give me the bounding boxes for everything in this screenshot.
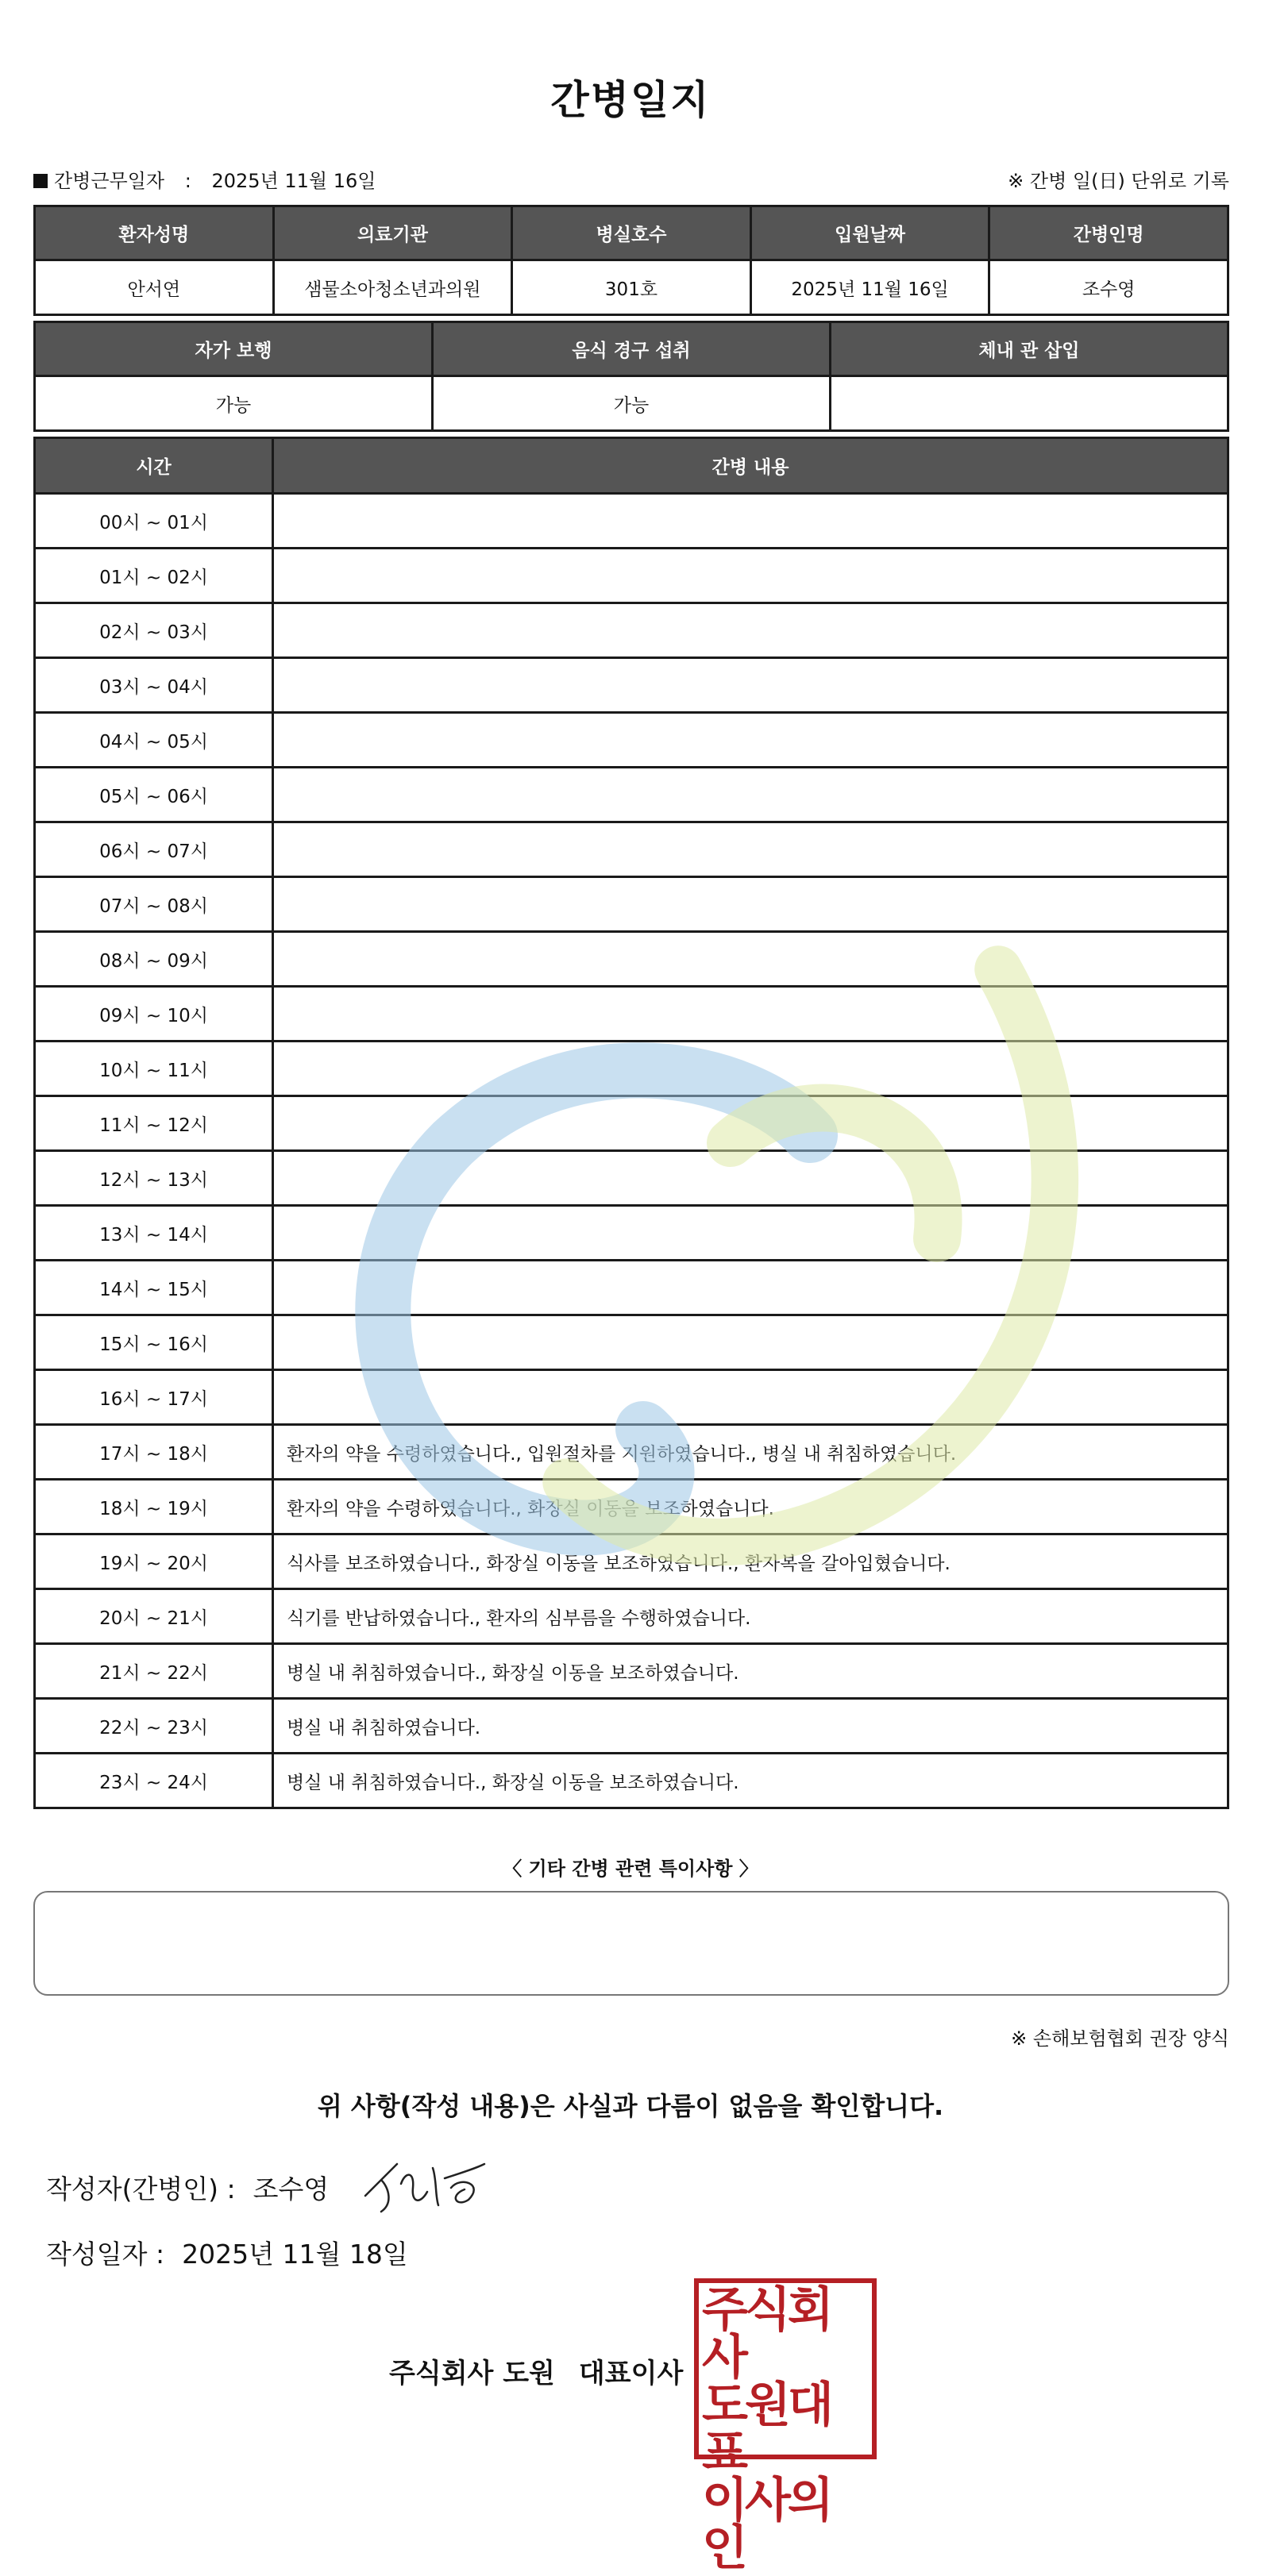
record-unit-note: ※ 간병 일(日) 단위로 기록 (1008, 170, 1229, 192)
caregiver-name: 조수영 (989, 260, 1228, 315)
seal-line: 주식회사 (702, 2282, 831, 2385)
time-slot: 11시 ~ 12시 (35, 1096, 273, 1151)
time-slot: 16시 ~ 17시 (35, 1370, 273, 1425)
time-slot: 22시 ~ 23시 (35, 1699, 273, 1754)
seal-line: 도원대표 (702, 2378, 831, 2481)
work-date-line (33, 165, 376, 193)
hospital-name: 샘물소아청소년과의원 (273, 260, 512, 315)
header-time: 시간 (35, 438, 273, 494)
table-row (35, 1261, 1228, 1315)
time-slot: 06시 ~ 07시 (35, 822, 273, 877)
care-content-cell[interactable] (273, 1261, 1228, 1315)
care-content-cell[interactable]: 환자의 약을 수령하였습니다., 화장실 이동을 보조하였습니다. (273, 1480, 1228, 1534)
table-row (35, 1206, 1228, 1261)
care-log-table (33, 437, 1229, 1809)
remarks-title: 〈 기타 간병 관련 특이사항 〉 (503, 1858, 758, 1880)
time-slot: 08시 ~ 09시 (35, 932, 273, 987)
time-slot: 07시 ~ 08시 (35, 877, 273, 932)
header-room-number: 병실호수 (512, 206, 751, 260)
table-row (35, 932, 1228, 987)
header-caregiver-name: 간병인명 (989, 206, 1228, 260)
care-content-cell[interactable]: 병실 내 취침하였습니다. (273, 1699, 1228, 1754)
time-slot: 20시 ~ 21시 (35, 1589, 273, 1644)
handwritten-signature (357, 2148, 492, 2220)
header-tube-insertion: 체내 관 삽입 (830, 322, 1228, 376)
header-hospital: 의료기관 (273, 206, 512, 260)
time-slot: 12시 ~ 13시 (35, 1151, 273, 1206)
table-row (35, 1480, 1228, 1534)
table-row (35, 1096, 1228, 1151)
table-row (35, 549, 1228, 603)
patient-info-table (33, 205, 1229, 316)
work-date-value: 2025년 11월 16일 (211, 170, 376, 192)
header-care-content: 간병 내용 (273, 438, 1228, 494)
care-content-cell[interactable] (273, 1315, 1228, 1370)
table-row (35, 1589, 1228, 1644)
care-content-cell[interactable] (273, 549, 1228, 603)
care-content-cell[interactable]: 환자의 약을 수령하였습니다., 입원절차를 지원하였습니다., 병실 내 취침하였습니다. (273, 1425, 1228, 1480)
care-content-cell[interactable] (273, 603, 1228, 658)
company-signature-line (389, 2351, 683, 2390)
oral-intake-value: 가능 (432, 376, 830, 431)
company-name: 주식회사 도원 (389, 2358, 555, 2389)
writer-label: 작성자(간병인) : (46, 2174, 236, 2204)
care-content-cell[interactable] (273, 658, 1228, 713)
time-slot: 10시 ~ 11시 (35, 1042, 273, 1096)
writer-line (46, 2169, 329, 2206)
table-row (35, 1644, 1228, 1699)
time-slot: 04시 ~ 05시 (35, 713, 273, 768)
time-slot: 03시 ~ 04시 (35, 658, 273, 713)
written-date-value: 2025년 11월 18일 (182, 2239, 408, 2270)
confirmation-statement: 위 사항(작성 내용)은 사실과 다름이 없음을 확인합니다. (317, 2091, 944, 2121)
time-slot: 21시 ~ 22시 (35, 1644, 273, 1699)
header-patient-name: 환자성명 (35, 206, 274, 260)
room-number: 301호 (512, 260, 751, 315)
header-self-walking: 자가 보행 (35, 322, 433, 376)
page-title: 간병일지 (550, 77, 711, 123)
care-content-cell[interactable] (273, 877, 1228, 932)
time-slot: 00시 ~ 01시 (35, 494, 273, 549)
care-content-cell[interactable]: 병실 내 취침하였습니다., 화장실 이동을 보조하였습니다. (273, 1754, 1228, 1808)
time-slot: 14시 ~ 15시 (35, 1261, 273, 1315)
writer-name: 조수영 (253, 2174, 330, 2204)
table-row (35, 658, 1228, 713)
table-row (35, 768, 1228, 822)
care-content-cell[interactable] (273, 987, 1228, 1042)
patient-name: 안서연 (35, 260, 274, 315)
table-row (35, 1534, 1228, 1589)
care-content-cell[interactable] (273, 1042, 1228, 1096)
header-admission-date: 입원날짜 (750, 206, 989, 260)
written-date-label: 작성일자 : (46, 2239, 165, 2270)
table-row (35, 877, 1228, 932)
seal-line: 이사의인 (702, 2473, 831, 2576)
table-row (35, 1315, 1228, 1370)
written-date-line (46, 2234, 408, 2271)
header-oral-intake: 음식 경구 섭취 (432, 322, 830, 376)
square-bullet-icon (33, 174, 48, 188)
care-content-cell[interactable] (273, 494, 1228, 549)
company-seal-stamp (694, 2278, 877, 2576)
care-content-cell[interactable] (273, 1206, 1228, 1261)
time-slot: 15시 ~ 16시 (35, 1315, 273, 1370)
time-slot: 09시 ~ 10시 (35, 987, 273, 1042)
care-content-cell[interactable] (273, 768, 1228, 822)
form-source-note: ※ 손해보험협회 권장 양식 (1011, 2027, 1229, 2050)
remarks-box[interactable] (33, 1891, 1229, 1996)
table-row (35, 603, 1228, 658)
time-slot: 01시 ~ 02시 (35, 549, 273, 603)
admission-date: 2025년 11월 16일 (750, 260, 989, 315)
table-row (35, 1754, 1228, 1808)
time-slot: 23시 ~ 24시 (35, 1754, 273, 1808)
ceo-title: 대표이사 (578, 2358, 684, 2389)
care-content-cell[interactable] (273, 1096, 1228, 1151)
table-row (35, 1151, 1228, 1206)
care-content-cell[interactable] (273, 713, 1228, 768)
time-slot: 18시 ~ 19시 (35, 1480, 273, 1534)
tube-insertion-value (830, 376, 1228, 431)
care-content-cell[interactable] (273, 932, 1228, 987)
table-row (35, 494, 1228, 549)
care-content-cell[interactable]: 병실 내 취침하였습니다., 화장실 이동을 보조하였습니다. (273, 1644, 1228, 1699)
table-row (35, 1370, 1228, 1425)
self-walking-value: 가능 (35, 376, 433, 431)
table-row (35, 1042, 1228, 1096)
time-slot: 02시 ~ 03시 (35, 603, 273, 658)
time-slot: 19시 ~ 20시 (35, 1534, 273, 1589)
colon: : (184, 170, 191, 192)
care-content-cell[interactable] (273, 1370, 1228, 1425)
patient-status-table (33, 321, 1229, 432)
table-row (35, 822, 1228, 877)
work-date-label: 간병근무일자 (54, 170, 165, 192)
care-content-cell[interactable] (273, 1151, 1228, 1206)
time-slot: 17시 ~ 18시 (35, 1425, 273, 1480)
table-row (35, 713, 1228, 768)
care-content-cell[interactable]: 식사를 보조하였습니다., 화장실 이동을 보조하였습니다., 환자복을 갈아입혔습니다. (273, 1534, 1228, 1589)
time-slot: 05시 ~ 06시 (35, 768, 273, 822)
table-row (35, 987, 1228, 1042)
time-slot: 13시 ~ 14시 (35, 1206, 273, 1261)
care-content-cell[interactable] (273, 822, 1228, 877)
care-content-cell[interactable]: 식기를 반납하였습니다., 환자의 심부름을 수행하였습니다. (273, 1589, 1228, 1644)
table-row (35, 1699, 1228, 1754)
table-row (35, 1425, 1228, 1480)
